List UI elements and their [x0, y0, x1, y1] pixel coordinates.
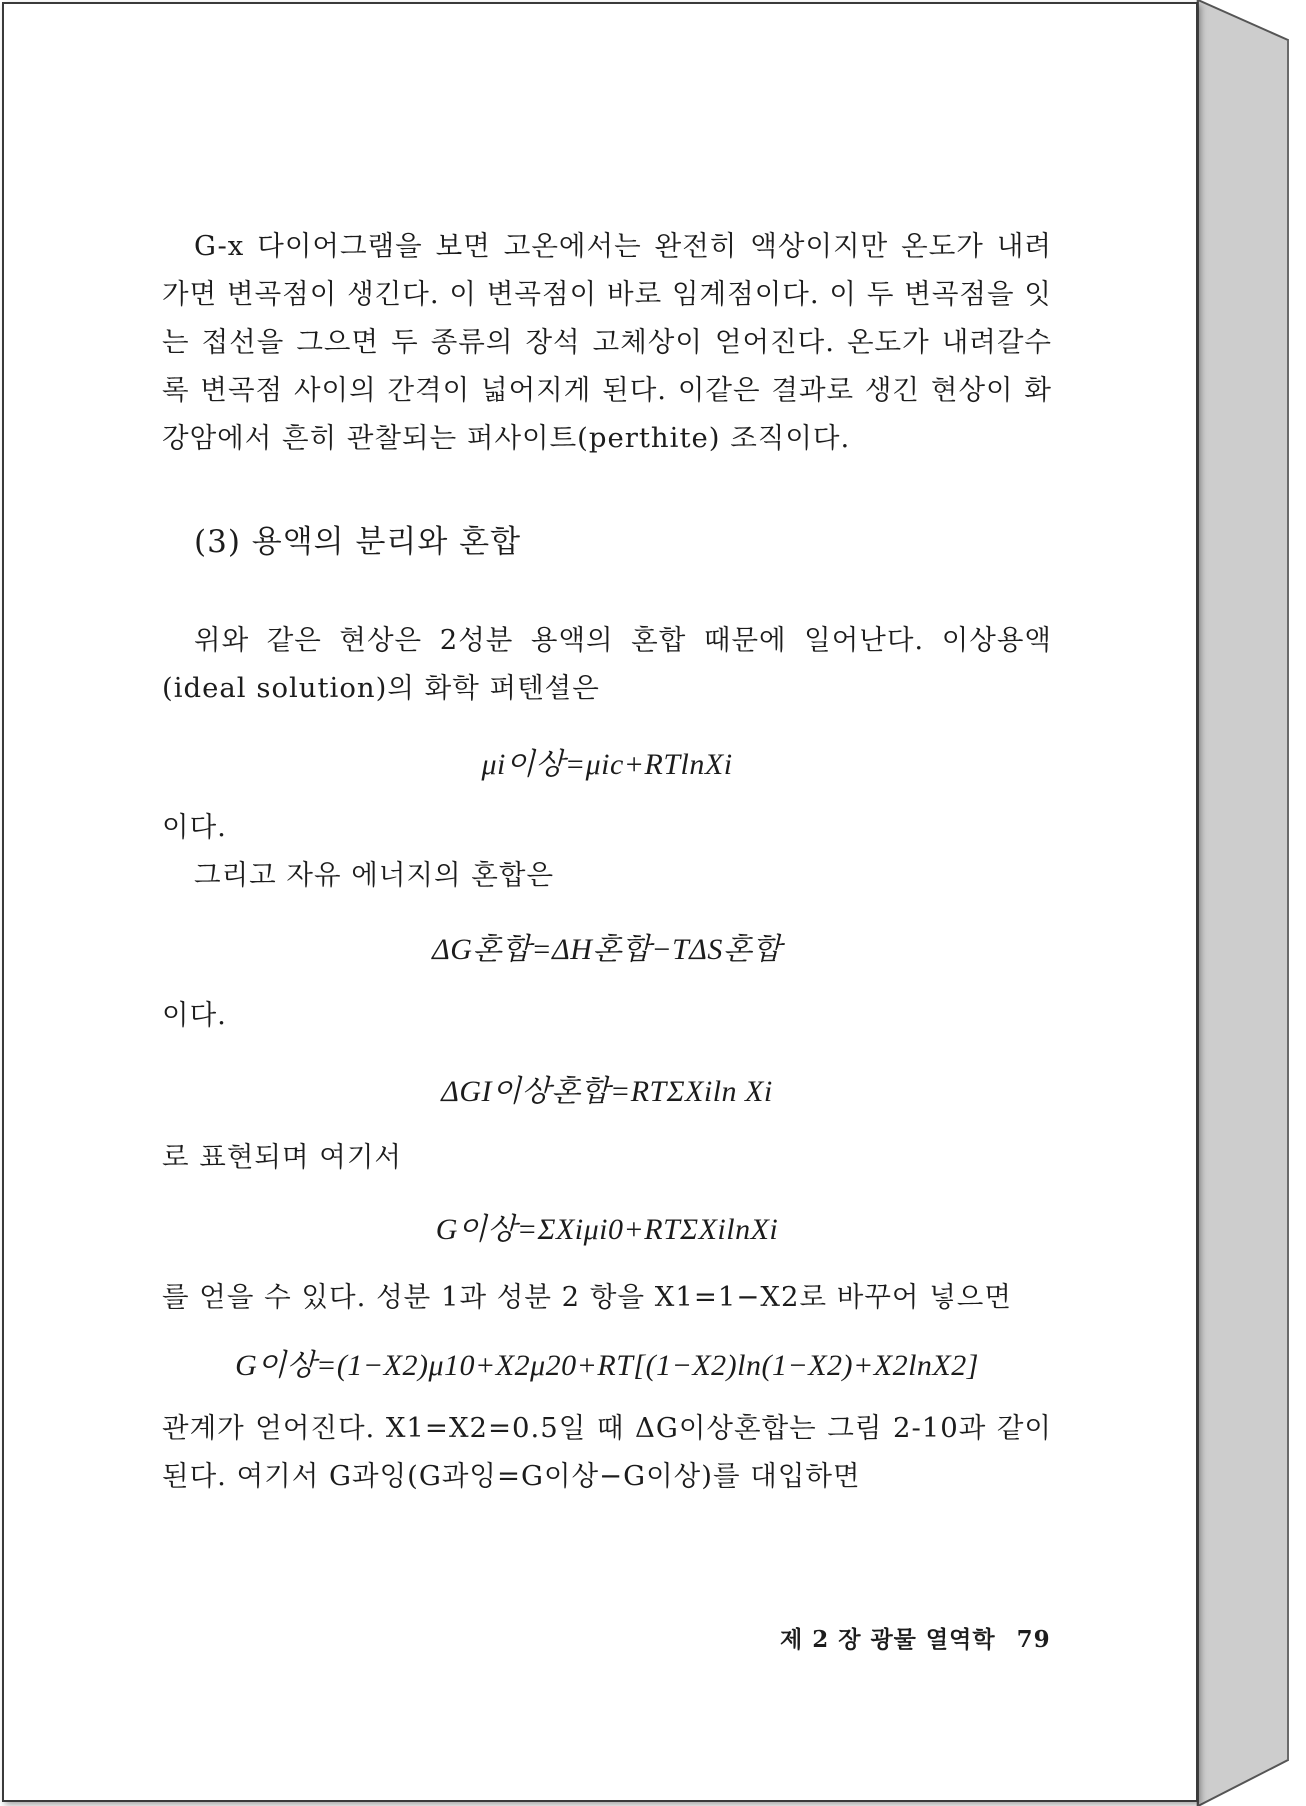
paragraph-perthite: G-x 다이어그램을 보면 고온에서는 완전히 액상이지만 온도가 내려가면 변곡점이 생긴다. 이 변곡점이 바로 임계점이다. 이 두 변곡점을 잇는 접선을 그으면 두 종류의 장석 고체상이 얻어진다. 온도가 내려갈수록 변곡점 사이의 간격이 넓어지게 된다. 이같은 결과로 생긴 현상이 화강암에서 흔히 관찰되는 퍼사이트(perthite) 조직이다.: [162, 230, 1052, 454]
equation-ideal-mixing: ΔGI이상혼합=RTΣXiln Xi: [441, 1075, 773, 1108]
text-after-eq1: 이다.: [162, 811, 227, 843]
paragraph-excess: 관계가 얻어진다. X1=X2=0.5일 때 ΔG이상혼합는 그림 2-10과 같이 된다. 여기서 G과잉(G과잉=G이상−G이상)를 대입하면: [162, 1412, 1052, 1492]
page-number: 79: [1016, 1626, 1051, 1653]
book-edge: [1196, 0, 1306, 1806]
equation-g-ideal-expanded: G이상=(1−X2)μ10+X2μ20+RT[(1−X2)ln(1−X2)+X2lnX2]: [235, 1349, 979, 1382]
paragraph-expressed: 로 표현되며 여기서: [162, 1141, 403, 1173]
book-page: [2, 2, 1198, 1802]
paragraph-free-energy: 그리고 자유 에너지의 혼합은: [194, 859, 555, 891]
paragraph-substitute: 를 얻을 수 있다. 성분 1과 성분 2 항을 X1=1−X2로 바꾸어 넣으면: [162, 1281, 1012, 1313]
section-heading: (3) 용액의 분리와 혼합: [194, 524, 522, 560]
chapter-title: 제 2 장 광물 열역학: [780, 1626, 996, 1653]
paragraph-ideal-solution: 위와 같은 현상은 2성분 용액의 혼합 때문에 일어난다. 이상용액(ideal solution)의 화학 퍼텐셜은: [162, 624, 1052, 704]
equation-gibbs-mixing: ΔG혼합=ΔH혼합−TΔS혼합: [432, 933, 782, 966]
text-after-eq2: 이다.: [162, 999, 227, 1031]
equation-chemical-potential: μi이상=μic+RTlnXi: [481, 748, 733, 781]
page-footer: [780, 1621, 1051, 1654]
equation-g-ideal: G이상=ΣXiμi0+RTΣXilnXi: [435, 1213, 779, 1246]
